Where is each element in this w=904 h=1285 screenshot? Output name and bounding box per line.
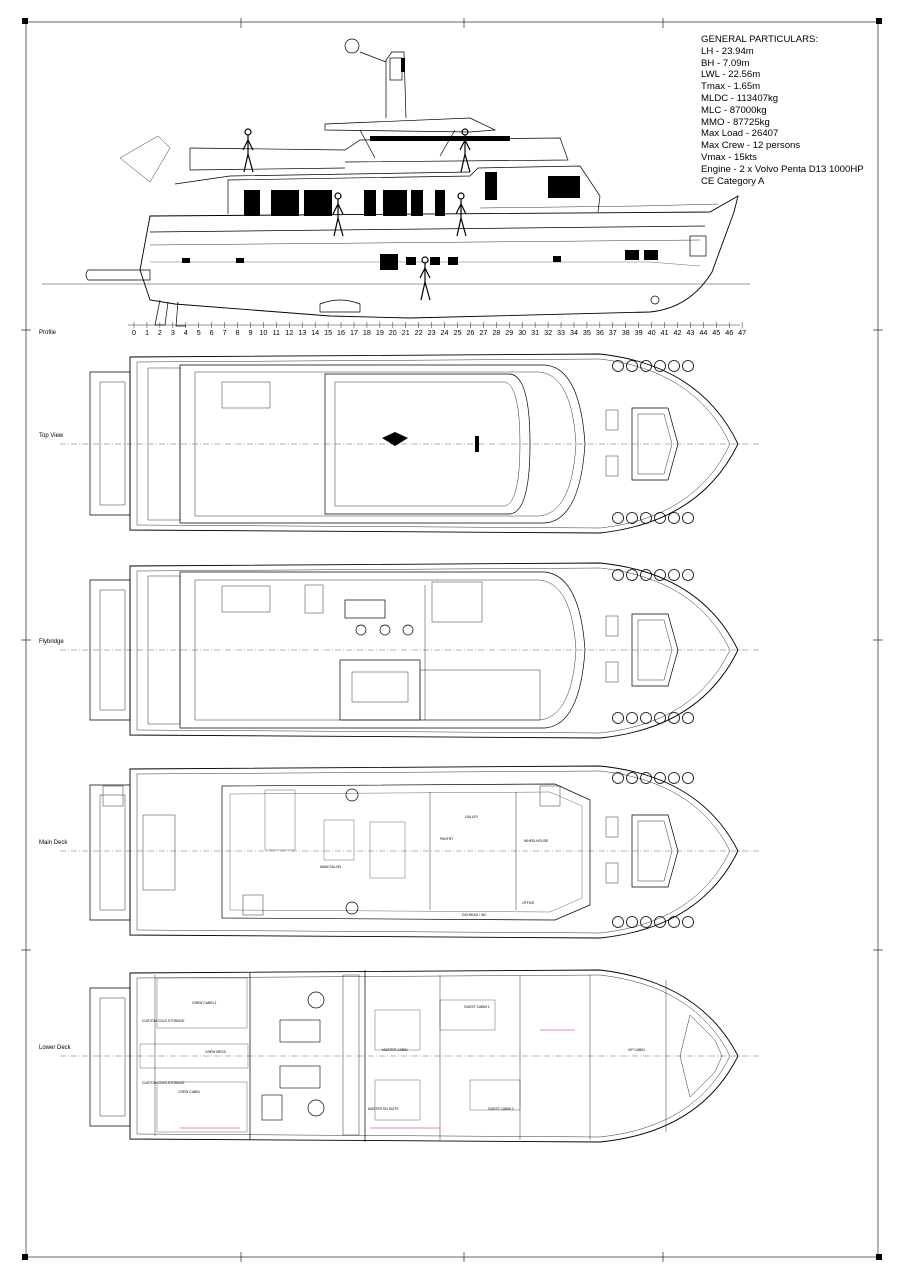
particular-line: Vmax - 15kts: [701, 151, 757, 163]
fender-icon: [613, 917, 624, 928]
ruler-tick-label: 6: [209, 328, 214, 337]
fender-icon: [627, 713, 638, 724]
main-deck-view: [60, 766, 760, 938]
ruler-tick-label: 10: [259, 328, 268, 337]
main-deck-room-labels: [320, 815, 549, 917]
fender-icon: [669, 361, 680, 372]
main-deck-label: Main Deck: [39, 840, 68, 846]
ruler-tick-label: 2: [157, 328, 162, 337]
room-label-main-salon: MAIN SALON: [320, 865, 341, 869]
ruler-tick-label: 28: [492, 328, 501, 337]
ruler-tick-label: 24: [440, 328, 449, 337]
fender-icon: [683, 361, 694, 372]
fender-icon: [683, 917, 694, 928]
lower-deck-accents: [180, 1030, 575, 1128]
ruler-tick-label: 25: [453, 328, 462, 337]
fender-icon: [669, 917, 680, 928]
ruler-tick-label: 45: [712, 328, 721, 337]
ruler-tick-label: 29: [505, 328, 514, 337]
particular-line: MLC - 87000kg: [701, 104, 767, 116]
room-label-pantry: PANTRY: [440, 837, 454, 841]
ruler-tick-label: 23: [427, 328, 436, 337]
fender-icon: [641, 570, 652, 581]
fender-icon: [669, 513, 680, 524]
view-label-flybridge: [39, 639, 64, 645]
room-label-wheelhouse: WHEELHOUSE: [524, 839, 549, 843]
ruler-tick-label: 7: [222, 328, 227, 337]
ruler-tick-label: 15: [324, 328, 333, 337]
fender-icon: [641, 713, 652, 724]
fender-icon: [613, 513, 624, 524]
frame-ruler: [128, 322, 746, 337]
fender-circles: [613, 361, 694, 928]
fender-icon: [613, 773, 624, 784]
ruler-tick-label: 19: [375, 328, 384, 337]
ruler-tick-label: 34: [569, 328, 578, 337]
fender-icon: [683, 773, 694, 784]
ruler-tick-label: 17: [349, 328, 358, 337]
ruler-tick-label: 38: [621, 328, 630, 337]
ruler-tick-label: 12: [285, 328, 294, 337]
top-view-details: [382, 432, 479, 452]
lower-deck-view: [60, 970, 760, 1142]
ruler-tick-label: 13: [298, 328, 307, 337]
room-label-master-ensuite: MASTER EN SUITE: [368, 1107, 399, 1111]
ruler-tick-label: 41: [660, 328, 669, 337]
ruler-tick-label: 3: [170, 328, 175, 337]
ruler-tick-label: 14: [311, 328, 320, 337]
fender-icon: [683, 570, 694, 581]
ruler-tick-label: 18: [362, 328, 371, 337]
room-label-guest-cabin-2: GUEST CABIN 2: [488, 1107, 514, 1111]
ruler-tick-label: 27: [479, 328, 488, 337]
fender-icon: [669, 773, 680, 784]
particular-line: LWL - 22.56m: [701, 69, 761, 81]
view-label-profile: [39, 330, 56, 336]
view-label-top: [39, 433, 63, 439]
fender-icon: [627, 513, 638, 524]
top-view-label: Top View: [39, 433, 64, 439]
room-label-vip-cabin: VIP CABIN: [628, 1048, 645, 1052]
ruler-tick-label: 20: [388, 328, 397, 337]
ruler-tick-label: 44: [699, 328, 708, 337]
fender-icon: [627, 570, 638, 581]
ruler-tick-label: 26: [466, 328, 475, 337]
view-label-lower-deck: [39, 1045, 71, 1051]
particular-line: MLDC - 113407kg: [701, 92, 779, 104]
particular-line: Max Load - 26407: [701, 128, 779, 140]
particular-line: MMO - 87725kg: [701, 116, 770, 128]
particular-line: Engine - 2 x Volvo Penta D13 1000HP: [701, 163, 864, 175]
room-label-galley: GALLEY: [465, 815, 479, 819]
particular-line: Tmax - 1.65m: [701, 81, 761, 93]
ruler-tick-label: 40: [647, 328, 656, 337]
sheet-border: [21, 18, 883, 1262]
room-label-master-cabin: MASTER CABIN: [382, 1048, 408, 1052]
room-label-cold-storage-1: CUSTOM COLD STORAGE: [142, 1019, 185, 1023]
fender-icon: [683, 513, 694, 524]
ruler-tick-label: 42: [673, 328, 682, 337]
particular-line: BH - 7.09m: [701, 57, 750, 69]
fender-icon: [641, 361, 652, 372]
ruler-tick-label: 36: [595, 328, 604, 337]
fender-icon: [627, 773, 638, 784]
ruler-tick-label: 0: [132, 328, 136, 337]
ruler-tick-label: 11: [272, 328, 281, 337]
fender-icon: [613, 713, 624, 724]
fender-icon: [641, 513, 652, 524]
ruler-tick-label: 4: [183, 328, 188, 337]
room-label-crew-cabin-1: CREW CABIN 1: [192, 1001, 217, 1005]
fender-icon: [655, 361, 666, 372]
room-label-dayhead: DAYHEAD / WC: [462, 913, 487, 917]
view-label-main-deck: [39, 840, 67, 846]
fender-icon: [613, 570, 624, 581]
ruler-tick-label: 1: [144, 328, 149, 337]
flybridge-label: Flybridge: [39, 639, 64, 645]
room-label-crew-mess: CREW MESS: [205, 1050, 226, 1054]
fender-icon: [655, 773, 666, 784]
ruler-tick-label: 8: [235, 328, 240, 337]
particular-line: LH - 23.94m: [701, 45, 754, 57]
particular-line: CE Category A: [701, 175, 765, 187]
ruler-tick-label: 46: [725, 328, 734, 337]
room-label-crew-cabin: CREW CABIN: [178, 1090, 200, 1094]
ruler-tick-label: 30: [518, 328, 527, 337]
ruler-tick-label: 35: [582, 328, 591, 337]
general-particulars: [701, 34, 864, 187]
ruler-tick-label: 16: [337, 328, 346, 337]
ruler-tick-label: 39: [634, 328, 643, 337]
room-label-guest-cabin-1: GUEST CABIN 1: [464, 1005, 490, 1009]
lower-deck-label: Lower Deck: [39, 1045, 71, 1051]
corner-marks: [22, 18, 882, 1260]
ruler-tick-label: 32: [544, 328, 553, 337]
profile-windows: [182, 58, 658, 270]
ruler-tick-label: 37: [608, 328, 617, 337]
fender-icon: [613, 361, 624, 372]
top-view: [60, 354, 760, 533]
ruler-tick-label: 31: [531, 328, 540, 337]
fender-icon: [669, 570, 680, 581]
ruler-tick-label: 9: [248, 328, 253, 337]
particulars-heading: GENERAL PARTICULARS:: [701, 34, 819, 45]
profile-label: Profile: [39, 330, 57, 336]
ruler-tick-label: 43: [686, 328, 695, 337]
ruler-tick-label: 21: [401, 328, 410, 337]
room-label-office: OFFICE: [522, 901, 535, 905]
fender-icon: [683, 713, 694, 724]
fender-icon: [655, 570, 666, 581]
fender-icon: [669, 713, 680, 724]
ruler-tick-label: 5: [196, 328, 201, 337]
profile-view: [42, 39, 750, 326]
particular-line: Max Crew - 12 persons: [701, 140, 801, 152]
ruler-tick-label: 47: [738, 328, 747, 337]
flybridge-view: [60, 563, 760, 738]
room-label-cold-storage-2: CUSTOM COLD STORAGE: [142, 1081, 185, 1085]
ruler-tick-label: 33: [557, 328, 566, 337]
fender-icon: [627, 917, 638, 928]
ruler-tick-label: 22: [414, 328, 423, 337]
fender-icon: [641, 773, 652, 784]
